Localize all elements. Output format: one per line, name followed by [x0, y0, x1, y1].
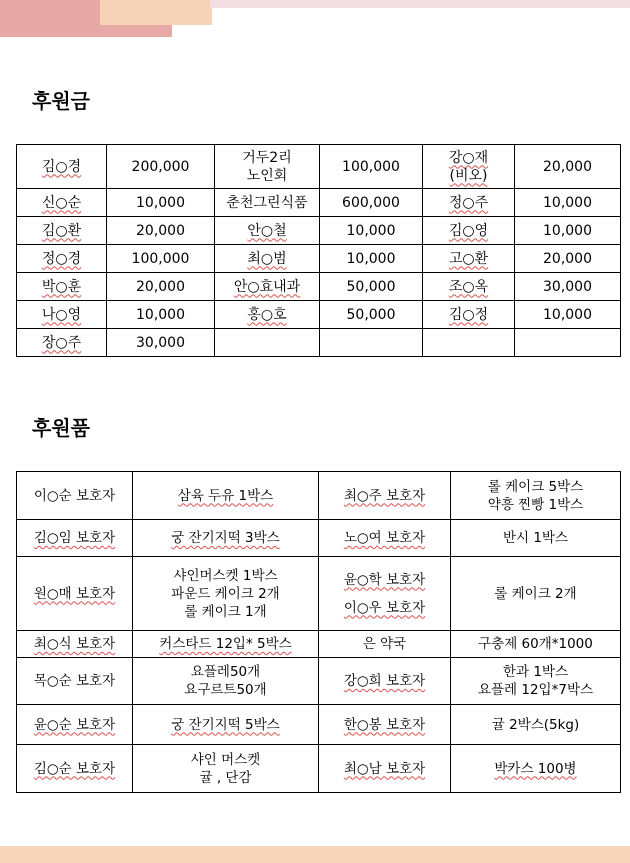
donated-item: 롤 케이크 2개 — [451, 557, 621, 631]
donated-item: 구충제 60개*1000 — [451, 631, 621, 658]
donated-goods-title: 후원품 — [32, 416, 90, 440]
donor-name: 최○식 보호자 — [17, 631, 133, 658]
table-row — [17, 329, 621, 357]
table-row — [17, 217, 621, 245]
donation-amount: 10,000 — [320, 245, 423, 273]
donation-amount: 100,000 — [107, 245, 215, 273]
donor-name: 강○재 (비오) — [423, 145, 515, 189]
donor-name: 노○여 보호자 — [319, 520, 451, 557]
table-row — [17, 472, 621, 520]
donation-amount: 10,000 — [107, 189, 215, 217]
donor-name: 안○철 — [215, 217, 320, 245]
donation-amount: 100,000 — [320, 145, 423, 189]
donation-amount: 20,000 — [515, 245, 621, 273]
donations-table — [16, 144, 621, 357]
donor-name: 춘천그린식품 — [215, 189, 320, 217]
donor-name: 신○순 — [17, 189, 107, 217]
donated-item: 한과 1박스 요플레 12입*7박스 — [451, 658, 621, 705]
donated-item: 귤 2박스(5kg) — [451, 705, 621, 745]
table-row — [17, 658, 621, 705]
donor-name: 최○범 — [215, 245, 320, 273]
empty-cell — [320, 329, 423, 357]
donor-name: 원○매 보호자 — [17, 557, 133, 631]
donated-item: 박카스 100병 — [451, 745, 621, 793]
donor-name: 안○효내과 — [215, 273, 320, 301]
table-row — [17, 520, 621, 557]
donated-item: 샤인 머스켓 귤 , 단감 — [133, 745, 319, 793]
donated-goods-table — [16, 471, 621, 793]
donor-name: 정○주 — [423, 189, 515, 217]
donation-amount: 50,000 — [320, 273, 423, 301]
empty-cell — [215, 329, 320, 357]
donation-amount: 200,000 — [107, 145, 215, 189]
donor-name: 윤○순 보호자 — [17, 705, 133, 745]
donation-amount: 600,000 — [320, 189, 423, 217]
donated-item: 궁 잔기지떡 3박스 — [133, 520, 319, 557]
donor-name: 한○봉 보호자 — [319, 705, 451, 745]
empty-cell — [423, 329, 515, 357]
donation-amount: 20,000 — [107, 217, 215, 245]
donation-amount: 30,000 — [515, 273, 621, 301]
donor-name: 박○훈 — [17, 273, 107, 301]
donor-name: 김○순 보호자 — [17, 745, 133, 793]
donated-item: 커스타드 12입* 5박스 — [133, 631, 319, 658]
donated-item: 삼육 두유 1박스 — [133, 472, 319, 520]
donor-name: 은 약국 — [319, 631, 451, 658]
donor-name: 정○경 — [17, 245, 107, 273]
table-row — [17, 705, 621, 745]
table-row — [17, 245, 621, 273]
donations-title: 후원금 — [32, 89, 90, 113]
table-row — [17, 557, 621, 631]
donation-amount: 10,000 — [515, 189, 621, 217]
donor-name: 목○순 보호자 — [17, 658, 133, 705]
donation-amount: 10,000 — [320, 217, 423, 245]
donated-item: 롤 케이크 5박스 약흥 찐빵 1박스 — [451, 472, 621, 520]
donor-name: 김○환 — [17, 217, 107, 245]
donor-name: 윤○학 보호자 이○우 보호자 — [319, 557, 451, 631]
donation-amount: 30,000 — [107, 329, 215, 357]
table-row — [17, 301, 621, 329]
donor-name: 강○희 보호자 — [319, 658, 451, 705]
donor-name: 김○영 — [423, 217, 515, 245]
donation-amount: 10,000 — [515, 301, 621, 329]
donor-name: 이○순 보호자 — [17, 472, 133, 520]
empty-cell — [515, 329, 621, 357]
donor-name: 김○경 — [17, 145, 107, 189]
donation-amount: 10,000 — [107, 301, 215, 329]
donor-name: 장○주 — [17, 329, 107, 357]
table-row — [17, 273, 621, 301]
donor-name: 최○주 보호자 — [319, 472, 451, 520]
table-row — [17, 631, 621, 658]
decor-band-peach — [100, 0, 212, 25]
donor-name: 고○환 — [423, 245, 515, 273]
footer-decor-band — [0, 846, 630, 863]
table-row — [17, 189, 621, 217]
donated-item: 샤인머스켓 1박스 파운드 케이크 2개 롤 케이크 1개 — [133, 557, 319, 631]
donor-name: 최○남 보호자 — [319, 745, 451, 793]
donated-item: 요플레50개 요구르트50개 — [133, 658, 319, 705]
donated-item: 반시 1박스 — [451, 520, 621, 557]
donor-name: 김○정 — [423, 301, 515, 329]
table-row — [17, 145, 621, 189]
donor-name: 거두2리 노인회 — [215, 145, 320, 189]
donor-name: 조○옥 — [423, 273, 515, 301]
donation-amount: 20,000 — [107, 273, 215, 301]
donor-name: 홍○호 — [215, 301, 320, 329]
table-row — [17, 745, 621, 793]
donation-amount: 10,000 — [515, 217, 621, 245]
donated-item: 궁 잔기지떡 5박스 — [133, 705, 319, 745]
donor-name: 나○영 — [17, 301, 107, 329]
donation-amount: 20,000 — [515, 145, 621, 189]
donor-name: 김○임 보호자 — [17, 520, 133, 557]
donation-amount: 50,000 — [320, 301, 423, 329]
decor-band-light — [210, 0, 630, 8]
